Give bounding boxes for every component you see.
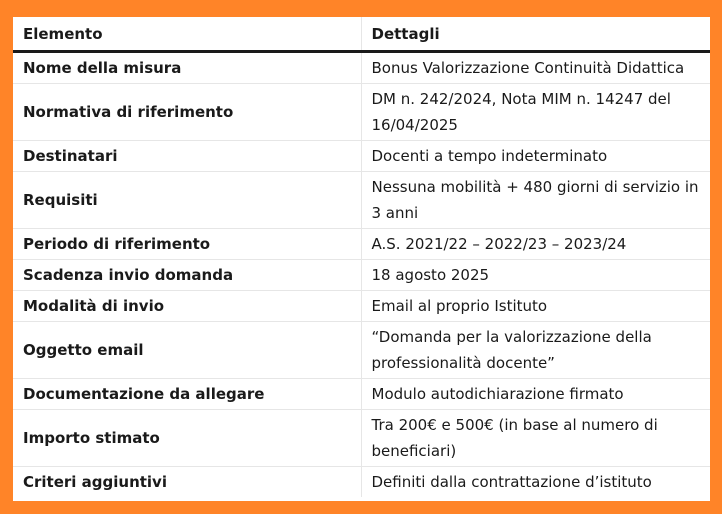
- table-row: [13, 410, 710, 467]
- row-value: Nessuna mobilità + 480 giorni di servizio in 3 anni: [361, 172, 710, 229]
- row-label: Documentazione da allegare: [13, 379, 361, 410]
- row-label: Importo stimato: [13, 410, 361, 467]
- table-row: [13, 229, 710, 260]
- row-label: Scadenza invio domanda: [13, 260, 361, 291]
- row-value: DM n. 242/2024, Nota MIM n. 14247 del 16/04/2025: [361, 84, 710, 141]
- row-label: Criteri aggiuntivi: [13, 467, 361, 498]
- table-row: [13, 52, 710, 84]
- table-row: [13, 379, 710, 410]
- table-row: [13, 291, 710, 322]
- row-value: Email al proprio Istituto: [361, 291, 710, 322]
- row-value: “Domanda per la valorizzazione della professionalità docente”: [361, 322, 710, 379]
- header-dettagli: Dettagli: [361, 17, 710, 52]
- row-value: 18 agosto 2025: [361, 260, 710, 291]
- table-row: [13, 84, 710, 141]
- row-value: Definiti dalla contrattazione d’istituto: [361, 467, 710, 498]
- row-label: Destinatari: [13, 141, 361, 172]
- row-value: Docenti a tempo indeterminato: [361, 141, 710, 172]
- info-table: [13, 17, 710, 497]
- table-row: [13, 172, 710, 229]
- row-value: Tra 200€ e 500€ (in base al numero di beneficiari): [361, 410, 710, 467]
- row-label: Nome della misura: [13, 52, 361, 84]
- table-row: [13, 141, 710, 172]
- table-row: [13, 467, 710, 498]
- row-label: Requisiti: [13, 172, 361, 229]
- row-label: Modalità di invio: [13, 291, 361, 322]
- row-label: Oggetto email: [13, 322, 361, 379]
- row-label: Normativa di riferimento: [13, 84, 361, 141]
- row-value: Bonus Valorizzazione Continuità Didattica: [371, 59, 685, 77]
- row-value: Modulo autodichiarazione firmato: [361, 379, 710, 410]
- row-label: Periodo di riferimento: [13, 229, 361, 260]
- row-value: A.S. 2021/22 – 2022/23 – 2023/24: [361, 229, 710, 260]
- table-row: [13, 260, 710, 291]
- table-header-row: [13, 17, 710, 52]
- table-row: [13, 322, 710, 379]
- table-panel: [13, 17, 710, 501]
- header-elemento: Elemento: [13, 17, 361, 52]
